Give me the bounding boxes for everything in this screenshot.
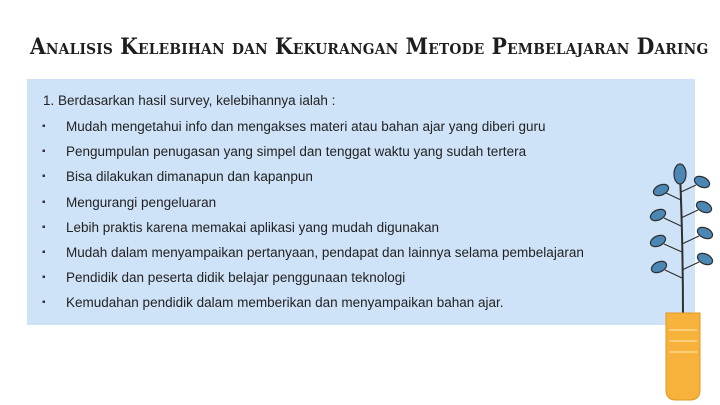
- list-item-text: Pengumpulan penugasan yang simpel dan tenggat waktu yang sudah tertera: [66, 144, 527, 160]
- slide-title: Analisis Kelebihan dan Kekurangan Metode Pembelajaran Daring: [30, 34, 709, 60]
- list-item: [39, 265, 584, 290]
- list-item-text: Kemudahan pendidik dalam memberikan dan menyampaikan bahan ajar.: [66, 295, 504, 311]
- bullet-icon: ▪: [42, 146, 46, 158]
- bullet-icon: ▪: [42, 297, 46, 309]
- bullet-icon: ▪: [42, 272, 46, 284]
- list-item-text: Lebih praktis karena memakai aplikasi yang mudah digunakan: [66, 219, 439, 235]
- list-item: [39, 164, 584, 189]
- bullet-icon: ▪: [42, 121, 46, 133]
- list-item: [39, 114, 584, 139]
- intro-text: 1. Berdasarkan hasil survey, kelebihannya ialah :: [43, 93, 336, 108]
- list-item-text: Bisa dilakukan dimanapun dan kapanpun: [66, 169, 313, 185]
- list-item: [39, 240, 584, 265]
- list-item-text: Mudah mengetahui info dan mengakses materi atau bahan ajar yang diberi guru: [66, 119, 546, 135]
- bullet-icon: ▪: [42, 221, 46, 233]
- list-item: [39, 215, 584, 240]
- content-box: [27, 79, 695, 325]
- list-item: [39, 139, 584, 164]
- list-item: [39, 290, 584, 315]
- list-item-text: Mudah dalam menyampaikan pertanyaan, pendapat dan lainnya selama pembelajaran: [66, 245, 584, 261]
- list-item-text: Mengurangi pengeluaran: [66, 194, 217, 210]
- bullet-icon: ▪: [42, 171, 46, 183]
- advantages-list: [39, 114, 584, 316]
- plant-in-vase-illustration: [636, 160, 720, 405]
- bullet-icon: ▪: [42, 196, 46, 208]
- bullet-icon: ▪: [42, 247, 46, 259]
- vase-icon: [666, 313, 700, 400]
- plant-stem-icon: [680, 174, 683, 320]
- list-item: [39, 190, 584, 215]
- list-item-text: Pendidik dan peserta didik belajar penggunaan teknologi: [66, 270, 406, 286]
